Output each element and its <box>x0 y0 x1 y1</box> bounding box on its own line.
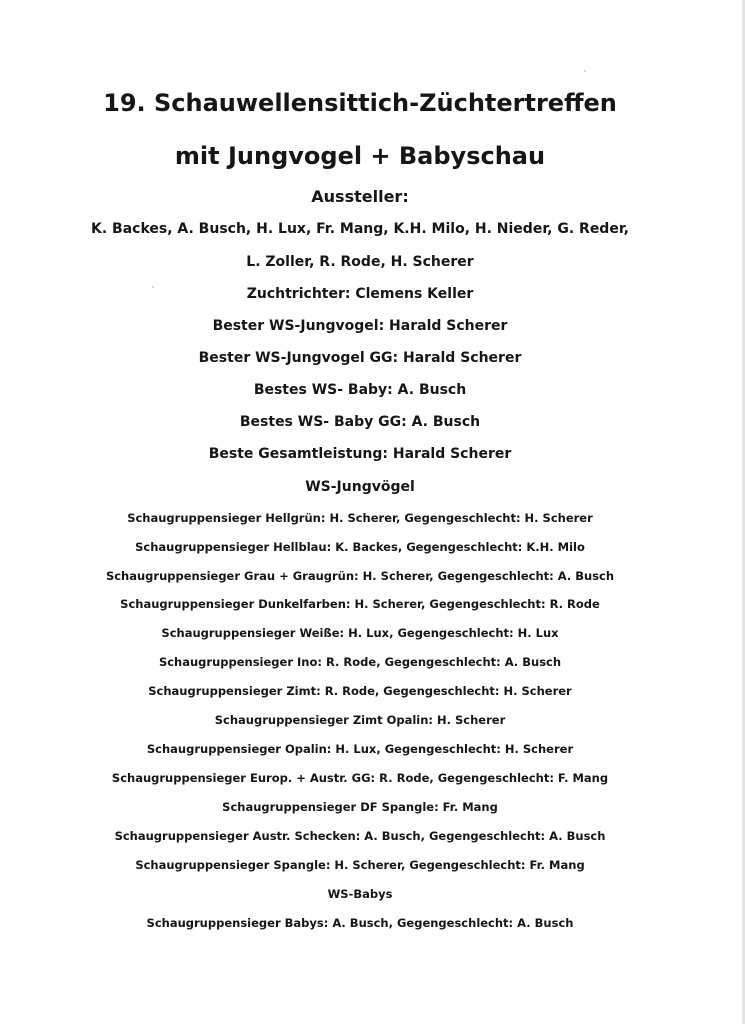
group-winner-line: Schaugruppensieger Ino: R. Rode, Gegengeschlecht: A. Busch <box>158 655 562 669</box>
group-winner-line: Schaugruppensieger Grau + Graugrün: H. Scherer, Gegengeschlecht: A. Busch <box>105 569 615 583</box>
group-winner-line: Schaugruppensieger Austr. Schecken: A. Busch, Gegengeschlecht: A. Busch <box>114 829 606 843</box>
group-winner-line: Schaugruppensieger Hellgrün: H. Scherer, Gegengeschlecht: H. Scherer <box>127 511 593 525</box>
section-heading-young-birds: WS-Jungvögel <box>305 479 415 495</box>
award-line: Beste Gesamtleistung: Harald Scherer <box>208 446 512 462</box>
group-winner-line: Schaugruppensieger Babys: A. Busch, Gegengeschlecht: A. Busch <box>146 916 574 930</box>
group-winner-line: Schaugruppensieger Opalin: H. Lux, Gegengeschlecht: H. Scherer <box>146 742 574 756</box>
group-winner-line: Schaugruppensieger Weiße: H. Lux, Gegengeschlecht: H. Lux <box>161 626 559 640</box>
award-line: Bestes WS- Baby GG: A. Busch <box>239 414 481 430</box>
document-title: 19. Schauwellensittich-Züchtertreffen <box>103 89 617 117</box>
group-winner-line: Schaugruppensieger DF Spangle: Fr. Mang <box>222 800 498 814</box>
exhibitors-heading: Aussteller: <box>311 187 409 206</box>
award-line: Bestes WS- Baby: A. Busch <box>253 382 467 398</box>
section-heading-babies: WS-Babys <box>327 887 393 901</box>
award-line: Bester WS-Jungvogel: Harald Scherer <box>212 318 508 334</box>
group-winner-line: Schaugruppensieger Spangle: H. Scherer, Gegengeschlecht: Fr. Mang <box>135 858 585 872</box>
paper-speck <box>584 70 586 72</box>
group-winner-line: Schaugruppensieger Dunkelfarben: H. Scherer, Gegengeschlecht: R. Rode <box>120 597 600 611</box>
group-winner-line: Schaugruppensieger Hellblau: K. Backes, Gegengeschlecht: K.H. Milo <box>135 540 585 554</box>
document-subtitle: mit Jungvogel + Babyschau <box>174 142 546 170</box>
group-winner-line: Schaugruppensieger Zimt Opalin: H. Scherer <box>214 713 506 727</box>
group-winner-line: Schaugruppensieger Europ. + Austr. GG: R. Rode, Gegengeschlecht: F. Mang <box>111 771 609 785</box>
judge-line: Zuchtrichter: Clemens Keller <box>246 286 474 302</box>
exhibitors-list-line2: L. Zoller, R. Rode, H. Scherer <box>246 254 474 270</box>
award-line: Bester WS-Jungvogel GG: Harald Scherer <box>198 350 522 366</box>
group-winner-line: Schaugruppensieger Zimt: R. Rode, Gegengeschlecht: H. Scherer <box>148 684 572 698</box>
exhibitors-list-line1: K. Backes, A. Busch, H. Lux, Fr. Mang, K.H. Milo, H. Nieder, G. Reder, <box>90 221 629 237</box>
